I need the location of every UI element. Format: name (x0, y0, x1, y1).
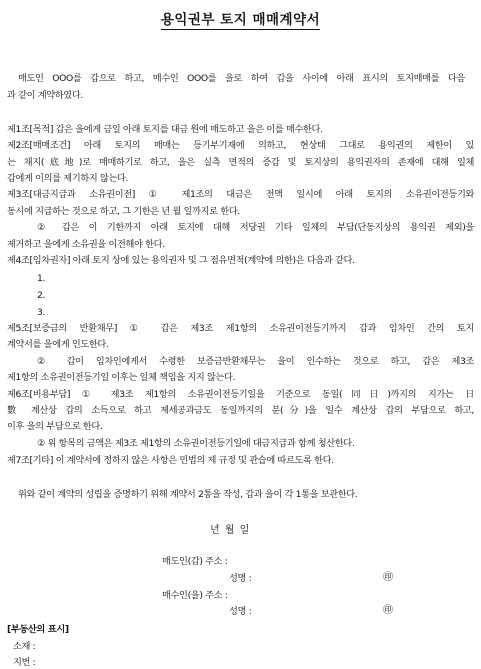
article-4-item-3: 3. (37, 307, 46, 318)
article-6-line-3: 이후 을의 부담으로 한다. (7, 421, 103, 432)
article-6-line-1: 제6조[비용부담] ① 제3조 제1항의 소유권이전등기일을 기준으로 동일(同日)까지의 지가는 日 (7, 389, 474, 400)
property-heading: [부동산의 표시] (7, 624, 69, 635)
article-4: 제4조[임차권자] 아래 토지 상에 있는 용익권자 및 그 점유면적(계약에 의한)은 다음과 같다. (7, 255, 355, 266)
property-location-label: 소재 : (13, 641, 36, 652)
article-3-line-3: ② 갑은 이 기한까지 아래 토지에 대해 저당권 기타 일체의 부담(단동지상의 용익권 제외)을 (37, 222, 474, 233)
article-3-line-4: 제거하고 을에게 소유권을 이전해야 한다. (7, 239, 165, 250)
article-3-line-1: 제3조[대금지급과 소유권이전] ① 제1조의 대금은 전액 일시에 아래 토지의 소유권이전등기와 (7, 189, 474, 200)
article-2-line-2: 는 채지(底地)로 매매하기로 하고, 을은 실측 면적의 증감 및 토지상의 용익권자의 존재에 대해 일체 (7, 157, 474, 168)
article-5-line-1: 제5조[보증금의 반환채무] ① 갑은 제3조 제1항의 소유권이전등기까지 갑과 임차인 간의 토지 (7, 323, 474, 334)
article-4-item-2: 2. (37, 290, 46, 301)
article-6-line-2: 數 계산상 갑의 소득으로 하고 제세공과금도 동일까지의 분(分)을 일수 계산상 갑의 부담으로 하고, (7, 405, 474, 416)
seller-name-label: 성명 : (229, 573, 252, 584)
buyer-name-label: 성명 : (229, 606, 252, 617)
article-2-line-1: 제2조[매매조건] 아래 토지의 매매는 등기부기재에 의하고, 현상태 그대로 용익권의 제한이 있 (7, 140, 474, 151)
document-title-text: 용익권부 토지 매매계약서 (160, 12, 321, 28)
property-lot-label: 지번 : (13, 657, 36, 668)
buyer-seal-icon: ㊞ (383, 605, 393, 616)
intro-line-2: 과 같이 계약하였다. (7, 90, 83, 101)
document-title (0, 8, 481, 28)
article-1: 제1조[목적] 갑은 을에게 금일 아래 토지를 대금 원에 매도하고 을은 이를 매수한다. (7, 124, 323, 135)
article-5-line-4: 제1항의 소유권이전등기일 이후는 일체 책임을 지지 않는다. (7, 372, 236, 383)
buyer-address-label: 매수인(을) 주소 : (162, 590, 228, 601)
closing-statement: 위와 같이 계약의 성립을 증명하기 위해 계약서 2통을 작성, 갑과 을이 각 1통을 보관한다. (18, 489, 358, 500)
article-7: 제7조[기타] 이 계약서에 정하지 않은 사항은 민법의 제 규정 및 관습에 따르도록 한다. (7, 455, 334, 466)
article-3-line-2: 동시에 지급하는 것으로 하고, 그 기한은 년 월 일까지로 한다. (7, 206, 240, 217)
article-5-line-3: ② 갑이 임차인에게서 수령한 보증금반환채무는 을이 인수하는 것으로 하고, 갑은 제3조 (37, 356, 474, 367)
seller-address-label: 매도인(갑) 주소 : (162, 556, 228, 567)
article-4-item-1: 1. (37, 273, 46, 284)
article-6-line-4: ② 위 항목의 금액은 제3조 제1항의 소유권이전등기일에 대금지급과 함께 청산한다. (37, 438, 355, 449)
article-2-line-3: 갑에게 이의를 제기하지 않는다. (7, 173, 129, 184)
seller-seal-icon: ㊞ (383, 572, 393, 583)
contract-date: 년 월 일 (210, 525, 251, 536)
intro-line-1: 매도인 OOO를 갑으로 하고, 매수인 OOO를 을로 하여 갑을 사이에 아래 표시의 토지매매를 다음 (18, 73, 465, 84)
article-5-line-2: 계약서를 을에게 인도한다. (7, 339, 109, 350)
